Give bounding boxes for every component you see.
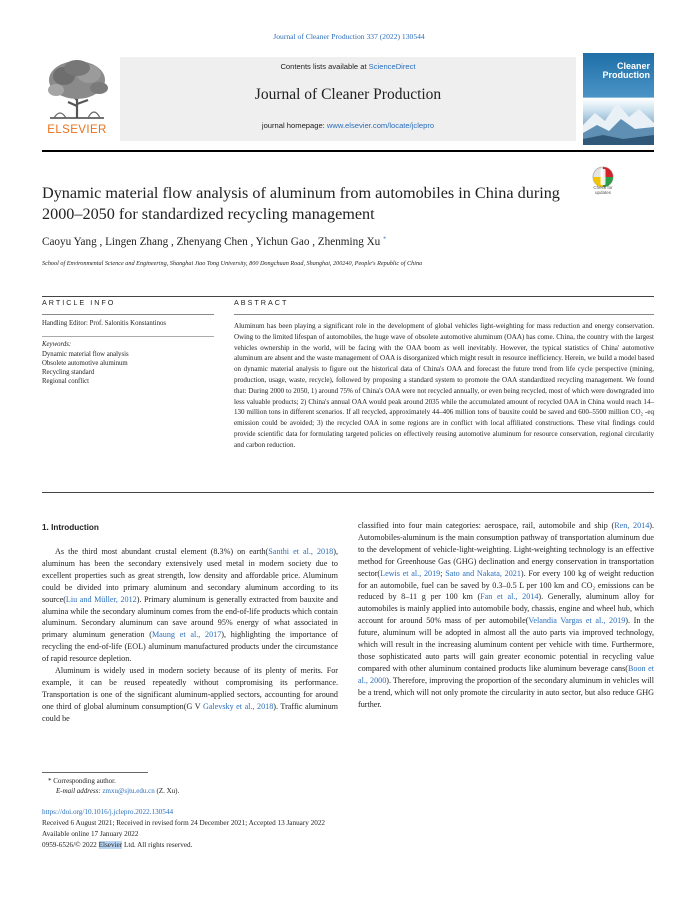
citation-link[interactable]: Ren, 2014 — [614, 521, 650, 530]
text-run: ). Therefore, improving the proportion of the secondary aluminum in vehicles will be a trend, which will not only promote the circularity in auto sector, but also reduce GHG further. — [358, 675, 654, 709]
text-run: ). Primary aluminum is generally extracted from bauxite and alumina while the secondary aluminum comes from the end-of-life products which contain aluminum. Secondary aluminum can save around 95% energy of what associated in primary aluminum generation ( — [42, 594, 338, 640]
article-info-heading: ARTICLE INFO — [42, 298, 116, 307]
text-run: As the third most abundant crustal element (8.3%) on earth( — [55, 547, 269, 556]
citation-link[interactable]: Lewis et al., 2019 — [380, 568, 441, 578]
elsevier-wordmark: ELSEVIER — [47, 124, 107, 136]
body-paragraph — [42, 665, 338, 725]
online-date: Available online 17 January 2022 — [42, 830, 139, 838]
cover-mountain-icon — [583, 99, 654, 145]
authors-names[interactable]: Caoyu Yang , Lingen Zhang , Zhenyang Chen , Yichun Gao , Zhenming Xu — [42, 236, 381, 248]
email-suffix: (Z. Xu). — [156, 787, 180, 795]
citation-link[interactable]: Sato and Nakata, 2021 — [445, 568, 521, 578]
citation-link[interactable]: Boon et al., 2000 — [358, 663, 654, 685]
cover-title-line1: Cleaner — [616, 61, 650, 71]
sciencedirect-link[interactable]: ScienceDirect — [368, 62, 416, 71]
email-footnote — [56, 787, 179, 795]
section-heading-introduction: 1. Introduction — [42, 523, 99, 532]
corresponding-author-mark[interactable]: * — [383, 236, 387, 243]
cover-title — [603, 62, 651, 80]
contents-prefix: Contents lists available at — [280, 62, 369, 71]
body-column-left — [42, 546, 338, 725]
copyright-prefix: 0959-6526/© 2022 — [42, 841, 99, 849]
citation-link[interactable]: Maung et al., 2017 — [151, 630, 222, 640]
journal-cover-thumbnail[interactable] — [583, 53, 654, 145]
keywords-rule — [42, 336, 214, 337]
email-label: E-mail address: — [56, 787, 101, 795]
cover-title-line2: Production — [602, 70, 650, 80]
text-run: ), highlighting the importance of recycling the end-of-life (EOL) aluminum manufactured products under the circumstance of rapid resource depletion. — [42, 630, 338, 664]
affiliation: School of Environmental Science and Engineering, Shanghai Jiao Tong University, 800 Dongchuan Road, Shanghai, 200240, People's Republic of China — [42, 260, 423, 267]
corresponding-author-note: * Corresponding author. — [48, 777, 116, 785]
text-run: ). Generally, aluminum alloy for automobiles is mainly applied into automobile body, chassis, engine and wheel hub, which account for around 50% mass of per automobile( — [358, 592, 654, 626]
body-paragraph — [42, 546, 338, 665]
abstract-rule — [234, 314, 654, 315]
body-paragraph — [358, 520, 654, 711]
journal-masthead — [42, 53, 654, 145]
journal-citation-link[interactable]: Journal of Cleaner Production 337 (2022) 130544 — [273, 32, 425, 41]
footnote-divider — [42, 772, 148, 773]
homepage-line — [120, 121, 576, 130]
text-run: ). For every 100 kg of weight reduction for an automobile, fuel can be saved by 0.3–0.5 L per 100 km and CO₂ emissions can be reduced by 8–11 g per 100 km ( — [358, 568, 654, 602]
keyword-item: Regional conflict — [42, 378, 89, 385]
abstract-text: Aluminum has been playing a significant role in the development of global vehicles light-weighting for mass reduction and energy conservation. Owing to the limited lifespan of automobiles, the huge wave of obsolete automotive aluminum (OAA) has come. China, the country with the largest vehicles ownership in the world, will be facing with the OAA boom as well inevitably. However, the typical statistics of China' automotive aluminum are absent and the waste management of OAA is disorganized which might result in resource inefficiency. Herein, we build a model based on dynamic material analysis to figure out the historical data of China's OAA and forecast the future trend from life cycle perspective (mining, production, usage, waste, recycle), followed by proposing a standard system to promote the OAA standardized recycling management. We found that: During 2000 to 2050, 1) around 75% of China's OAA were not recycled annually, or even being recycled, most of which were downgraded into less valuable products; 2) China's annual OAA would peak around 2035 while the accumulated amount of recycled OAA in China would reach 14–130 million tons in different scenarios. If all recycled, approximately 44–406 million tons of bauxite could be saved and 600–5500 million CO₂ -eq emission could be avoided; 3) the recycled OAA in some regions are in conflict with local affiliated constructions. These vital findings could provide scientific data for formulating targeted policies on effectively reusing automotive aluminum for resource conservation, regional circularity and carbon reduction. — [234, 322, 655, 449]
crossmark-label — [584, 185, 622, 195]
citation-link[interactable]: Velandia Vargas et al., 2019 — [528, 616, 626, 626]
keyword-item: Recycling standard — [42, 369, 95, 376]
citation-link[interactable]: Liu and Müller, 2012 — [65, 594, 137, 604]
citation-link[interactable]: Santhi et al., 2018 — [268, 547, 334, 556]
doi-link[interactable]: https://doi.org/10.1016/j.jclepro.2022.130544 — [42, 808, 174, 816]
author-list — [42, 236, 386, 248]
email-link[interactable]: zmxu@sjtu.edu.cn — [102, 787, 155, 795]
citation-link[interactable]: Fan et al., 2014 — [480, 592, 539, 602]
journal-banner — [120, 57, 576, 141]
crossmark-line1: Check for — [593, 185, 613, 190]
keywords-label: Keywords: — [42, 341, 72, 348]
text-run: ), aluminum has been the secondary extensively used metal in modern society due to excellent properties such as great strength, low density and affordable price. Aluminum could be divided into primary aluminum and secondary aluminum according to its source( — [42, 547, 338, 604]
text-run: classified into four main categories: aerospace, rail, automobile and ship ( — [358, 521, 615, 530]
text-run: Aluminum is widely used in modern society because of its plenty of merits. For example, it can be reused repeatedly without compromising its performance. Transportation is one of the significant aluminum-applied sectors, accounting for around one third of global aluminum consumption(G V — [42, 666, 338, 711]
text-run: ; — [440, 568, 446, 578]
received-dates: Received 6 August 2021; Received in revised form 24 December 2021; Accepted 13 January 2022 — [42, 819, 326, 827]
elsevier-logo[interactable] — [42, 56, 112, 140]
body-column-right — [358, 520, 654, 711]
text-run: ). Traffic aluminum could be — [42, 701, 338, 723]
keyword-item: Obsolete automotive aluminum — [42, 360, 128, 367]
article-info-top-rule — [42, 296, 654, 297]
journal-homepage-link[interactable]: www.elsevier.com/locate/jclepro — [326, 121, 435, 130]
text-run: ). Automobiles-aluminum is the main consumption pathway of transportation aluminum due to the development of vehicle-light-weighting. Light-weighting technology is an effective method for Greenhouse Gas (GHG) declination and energy conservation in transportation sector( — [358, 521, 655, 578]
journal-title: Journal of Cleaner Production — [254, 86, 442, 103]
copyright-suffix: Ltd. All rights reserved. — [122, 841, 193, 849]
abstract-bottom-rule — [42, 492, 654, 493]
paper-title: Dynamic material flow analysis of aluminum from automobiles in China during 2000–2050 for standardized recycling management — [42, 184, 560, 223]
keywords-list — [42, 350, 212, 386]
article-info-rule — [42, 314, 214, 315]
elsevier-tree-icon — [42, 56, 112, 122]
citation-link[interactable]: Galevsky et al., 2018 — [202, 701, 274, 711]
header-divider — [42, 150, 654, 152]
contents-line — [120, 62, 576, 71]
copyright-line — [42, 841, 192, 849]
highlighted-publisher: Elsevier — [98, 841, 123, 849]
homepage-prefix: journal homepage: — [261, 121, 327, 130]
handling-editor: Handling Editor: Prof. Salonitis Konstantinos — [42, 320, 167, 327]
crossmark-line2: updates — [594, 190, 611, 195]
text-run: ). In the future, aluminum will be adopted in almost all the auto parts via improved technology, which will result in the increasing aluminum content per vehicle with time. Furthermore, those sophisticated auto parts will gain greater economic potential in recycling value compared with other aluminum contained products like aluminum beverage cans( — [358, 616, 654, 673]
keyword-item: Dynamic material flow analysis — [42, 351, 129, 358]
abstract-heading: ABSTRACT — [234, 298, 289, 307]
